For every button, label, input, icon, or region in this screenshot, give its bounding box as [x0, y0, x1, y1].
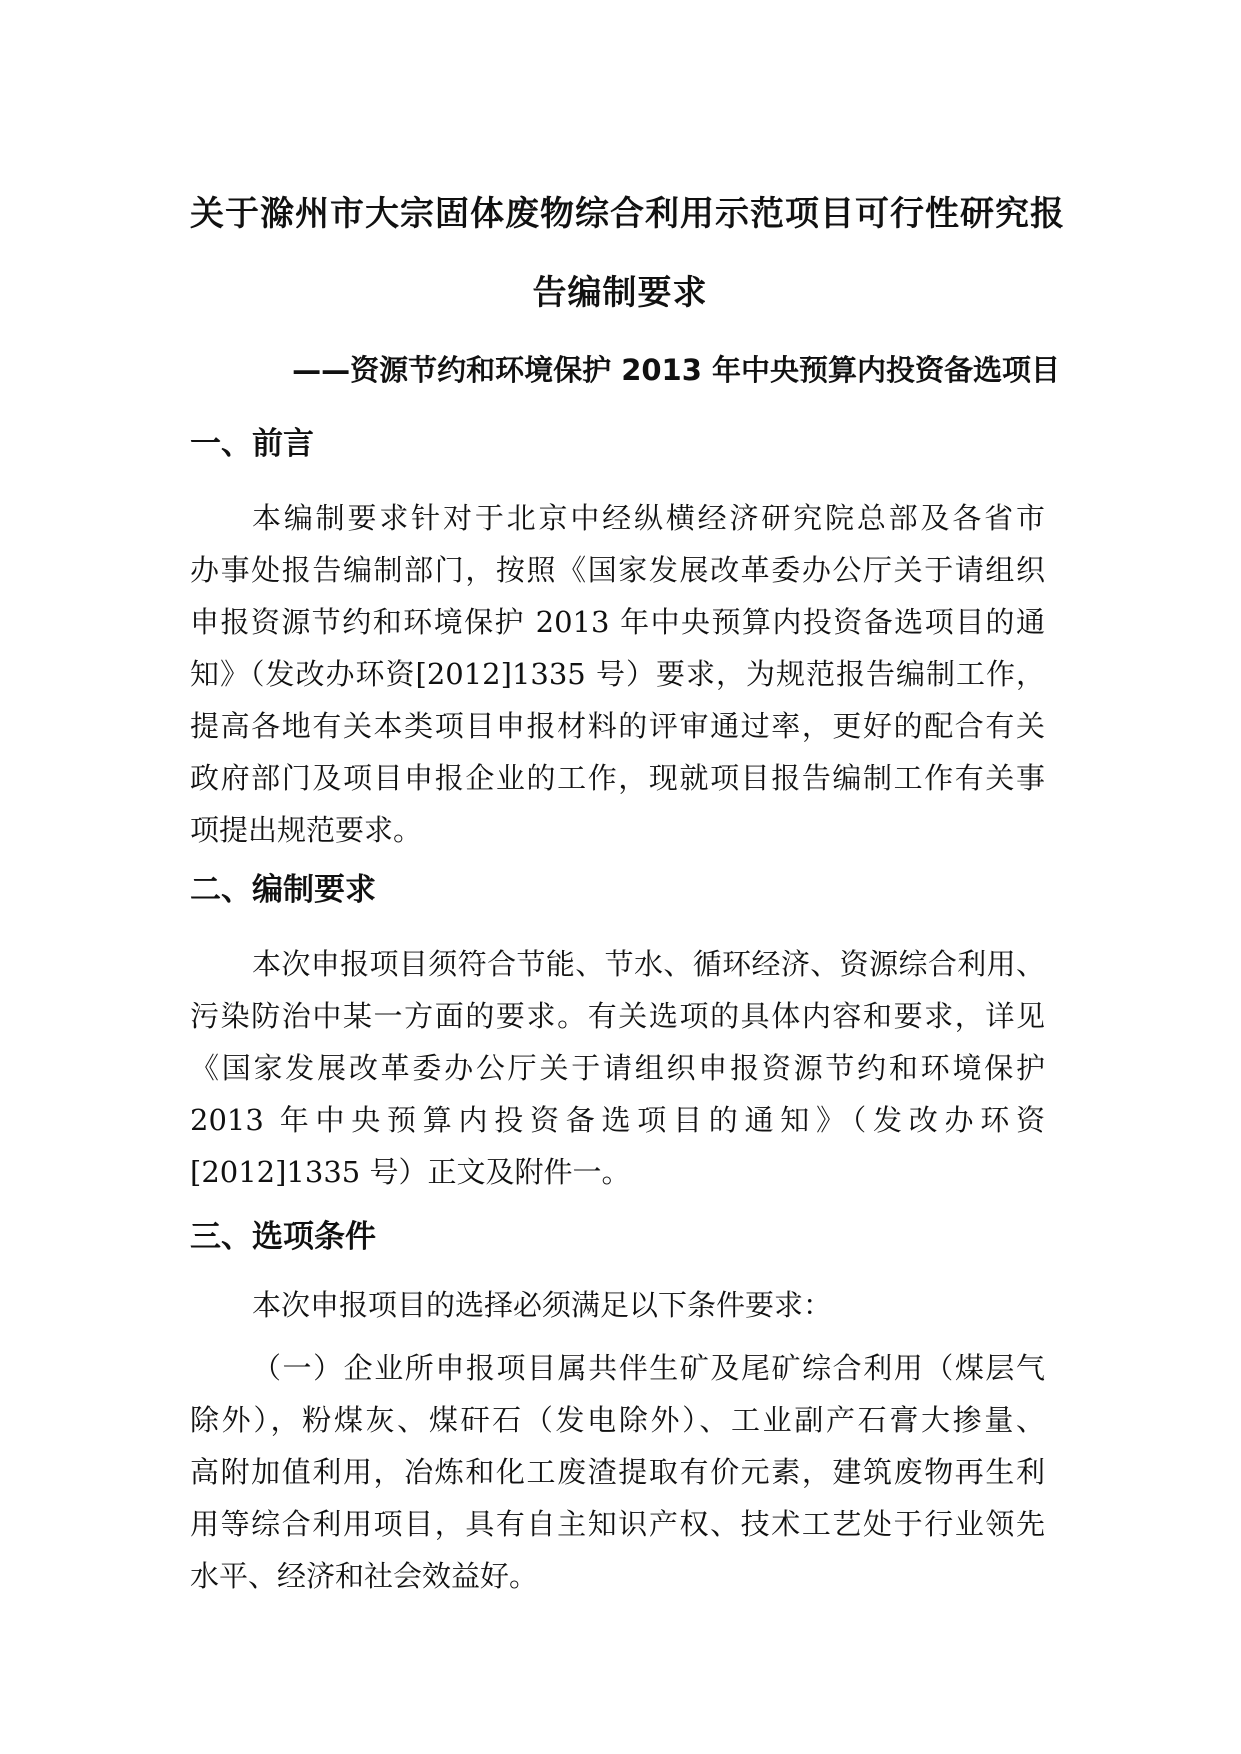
paragraph-line: 除外），粉煤灰、煤矸石（发电除外）、工业副产石膏大掺量、	[190, 1403, 1045, 1437]
preface-paragraph	[190, 492, 1045, 856]
requirements-paragraph	[190, 938, 1045, 1198]
paragraph-line: （一）企业所申报项目属共伴生矿及尾矿综合利用（煤层气	[252, 1351, 1045, 1385]
paragraph-line: 知》（发改办环资[2012]1335 号）要求，为规范报告编制工作，	[190, 657, 1045, 691]
paragraph-line: 用等综合利用项目，具有自主知识产权、技术工艺处于行业领先	[190, 1507, 1045, 1541]
document-subtitle: ——资源节约和环境保护 2013 年中央预算内投资备选项目	[292, 353, 1060, 387]
section-heading-conditions: 三、选项条件	[190, 1219, 376, 1255]
paragraph-line: 政府部门及项目申报企业的工作，现就项目报告编制工作有关事	[190, 761, 1045, 795]
paragraph-line: 高附加值利用，冶炼和化工废渣提取有价元素，建筑废物再生利	[190, 1455, 1045, 1489]
paragraph-line: 本次申报项目须符合节能、节水、循环经济、资源综合利用、	[252, 947, 1045, 981]
paragraph-line: 本次申报项目的选择必须满足以下条件要求：	[252, 1288, 833, 1322]
section-heading-requirements: 二、编制要求	[190, 872, 376, 908]
document-title-line1: 关于滁州市大宗固体废物综合利用示范项目可行性研究报	[190, 194, 1065, 234]
conditions-item1-paragraph	[190, 1342, 1045, 1602]
paragraph-line: 本编制要求针对于北京中经纵横经济研究院总部及各省市	[252, 501, 1045, 535]
paragraph-line: 水平、经济和社会效益好。	[190, 1559, 539, 1593]
paragraph-line: 提高各地有关本类项目申报材料的评审通过率，更好的配合有关	[190, 709, 1045, 743]
paragraph-line: 污染防治中某一方面的要求。有关选项的具体内容和要求，详见	[190, 999, 1045, 1033]
paragraph-line: [2012]1335 号）正文及附件一。	[190, 1155, 631, 1189]
paragraph-line: 办事处报告编制部门，按照《国家发展改革委办公厅关于请组织	[190, 553, 1045, 587]
paragraph-line: 2013 年中央预算内投资备选项目的通知》（发改办环资	[190, 1103, 1045, 1137]
conditions-intro-paragraph	[190, 1279, 1045, 1331]
section-heading-preface: 一、前言	[190, 426, 314, 462]
paragraph-line: 申报资源节约和环境保护 2013 年中央预算内投资备选项目的通	[190, 605, 1045, 639]
paragraph-line: 项提出规范要求。	[190, 813, 423, 847]
document-title-line2: 告编制要求	[532, 273, 708, 313]
paragraph-line: 《国家发展改革委办公厅关于请组织申报资源节约和环境保护	[190, 1051, 1045, 1085]
